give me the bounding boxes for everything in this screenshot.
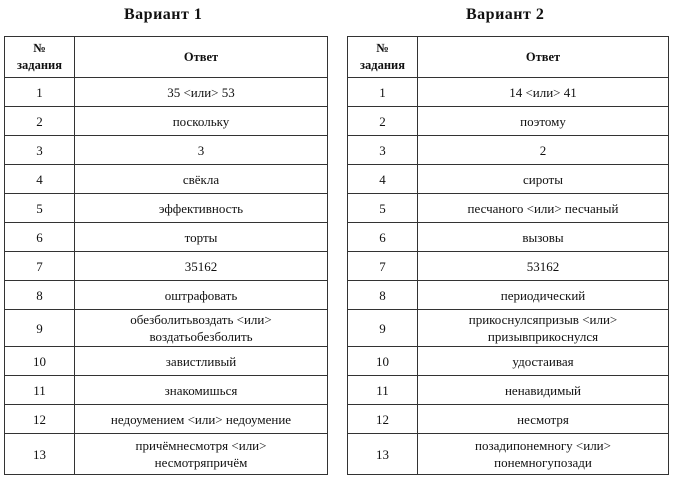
table-row [348,434,669,475]
table-row [5,252,328,281]
task-number: 6 [348,223,418,252]
answers-table-variant-1 [4,36,328,475]
task-number: 5 [5,194,75,223]
answer-header: Ответ [418,37,669,78]
table-row [348,310,669,347]
table-row [5,78,328,107]
task-number: 6 [5,223,75,252]
table-row [348,347,669,376]
task-number: 4 [348,165,418,194]
answer-cell: периодический [418,281,669,310]
task-number: 1 [5,78,75,107]
table-row [348,78,669,107]
answer-line-1: позадипонемногу <или> [475,438,611,453]
task-number: 2 [5,107,75,136]
table-row [5,194,328,223]
task-number: 10 [348,347,418,376]
table-row [5,310,328,347]
task-number: 11 [5,376,75,405]
answer-line-2: воздатьобезболить [149,329,253,344]
table-row [5,223,328,252]
table-row [5,376,328,405]
task-number: 11 [348,376,418,405]
table-row [5,165,328,194]
answer-cell: 35162 [75,252,328,281]
task-number: 9 [348,310,418,347]
answer-cell: завистливый [75,347,328,376]
table-row [5,136,328,165]
answer-line-1: обезболитьвоздать <или> [130,312,272,327]
answer-cell: поэтому [418,107,669,136]
table-row [348,165,669,194]
task-number: 12 [348,405,418,434]
task-number: 3 [348,136,418,165]
variant-1-title: Вариант 1 [124,6,203,23]
task-number-header-symbol: № [376,41,389,55]
answer-cell: сироты [418,165,669,194]
answer-cell: ненавидимый [418,376,669,405]
task-number: 7 [5,252,75,281]
table-row [5,434,328,475]
table-row [348,281,669,310]
variant-2-title: Вариант 2 [466,6,545,23]
task-number: 7 [348,252,418,281]
answer-line-1: причёмнесмотря <или> [135,438,267,453]
table-row [348,223,669,252]
answer-cell: поскольку [75,107,328,136]
table-row [348,376,669,405]
task-number: 5 [348,194,418,223]
answers-table-variant-2 [347,36,669,475]
answer-cell: несмотря [418,405,669,434]
answer-cell: удостаивая [418,347,669,376]
table-header-row [5,37,328,78]
task-number-header [5,37,75,78]
task-number-header-symbol: № [33,41,46,55]
answer-line-2: призывприкоснулся [487,329,599,344]
answer-cell [418,310,669,347]
answer-cell: свёкла [75,165,328,194]
answer-header: Ответ [75,37,328,78]
table-row [5,281,328,310]
task-number-header-label: задания [359,58,405,72]
answer-cell [75,310,328,347]
table-row [348,252,669,281]
answer-cell: недоумением <или> недоумение [75,405,328,434]
answer-cell [418,434,669,475]
answer-cell: оштрафовать [75,281,328,310]
table-row [348,405,669,434]
task-number: 10 [5,347,75,376]
task-number: 12 [5,405,75,434]
task-number: 1 [348,78,418,107]
task-number: 8 [5,281,75,310]
answer-cell [75,434,328,475]
answer-cell: торты [75,223,328,252]
task-number: 13 [348,434,418,475]
answer-cell: 3 [75,136,328,165]
table-row [348,107,669,136]
task-number: 2 [348,107,418,136]
task-number: 4 [5,165,75,194]
table-row [5,347,328,376]
task-number: 8 [348,281,418,310]
answer-cell: 2 [418,136,669,165]
table-row [5,107,328,136]
task-number: 9 [5,310,75,347]
answer-cell: 35 <или> 53 [75,78,328,107]
table-header-row [348,37,669,78]
answer-line-2: несмотряпричём [154,455,248,470]
task-number-header-label: задания [16,58,62,72]
answer-cell: песчаного <или> песчаный [418,194,669,223]
task-number: 13 [5,434,75,475]
answer-cell: эффективность [75,194,328,223]
task-number: 3 [5,136,75,165]
answer-cell: вызовы [418,223,669,252]
table-row [348,136,669,165]
answer-cell: 53162 [418,252,669,281]
table-row [348,194,669,223]
answer-cell: знакомишься [75,376,328,405]
answer-line-2: понемногупозади [494,455,592,470]
answer-cell: 14 <или> 41 [418,78,669,107]
table-row [5,405,328,434]
task-number-header [348,37,418,78]
answer-line-1: прикоснулсяпризыв <или> [468,312,618,327]
